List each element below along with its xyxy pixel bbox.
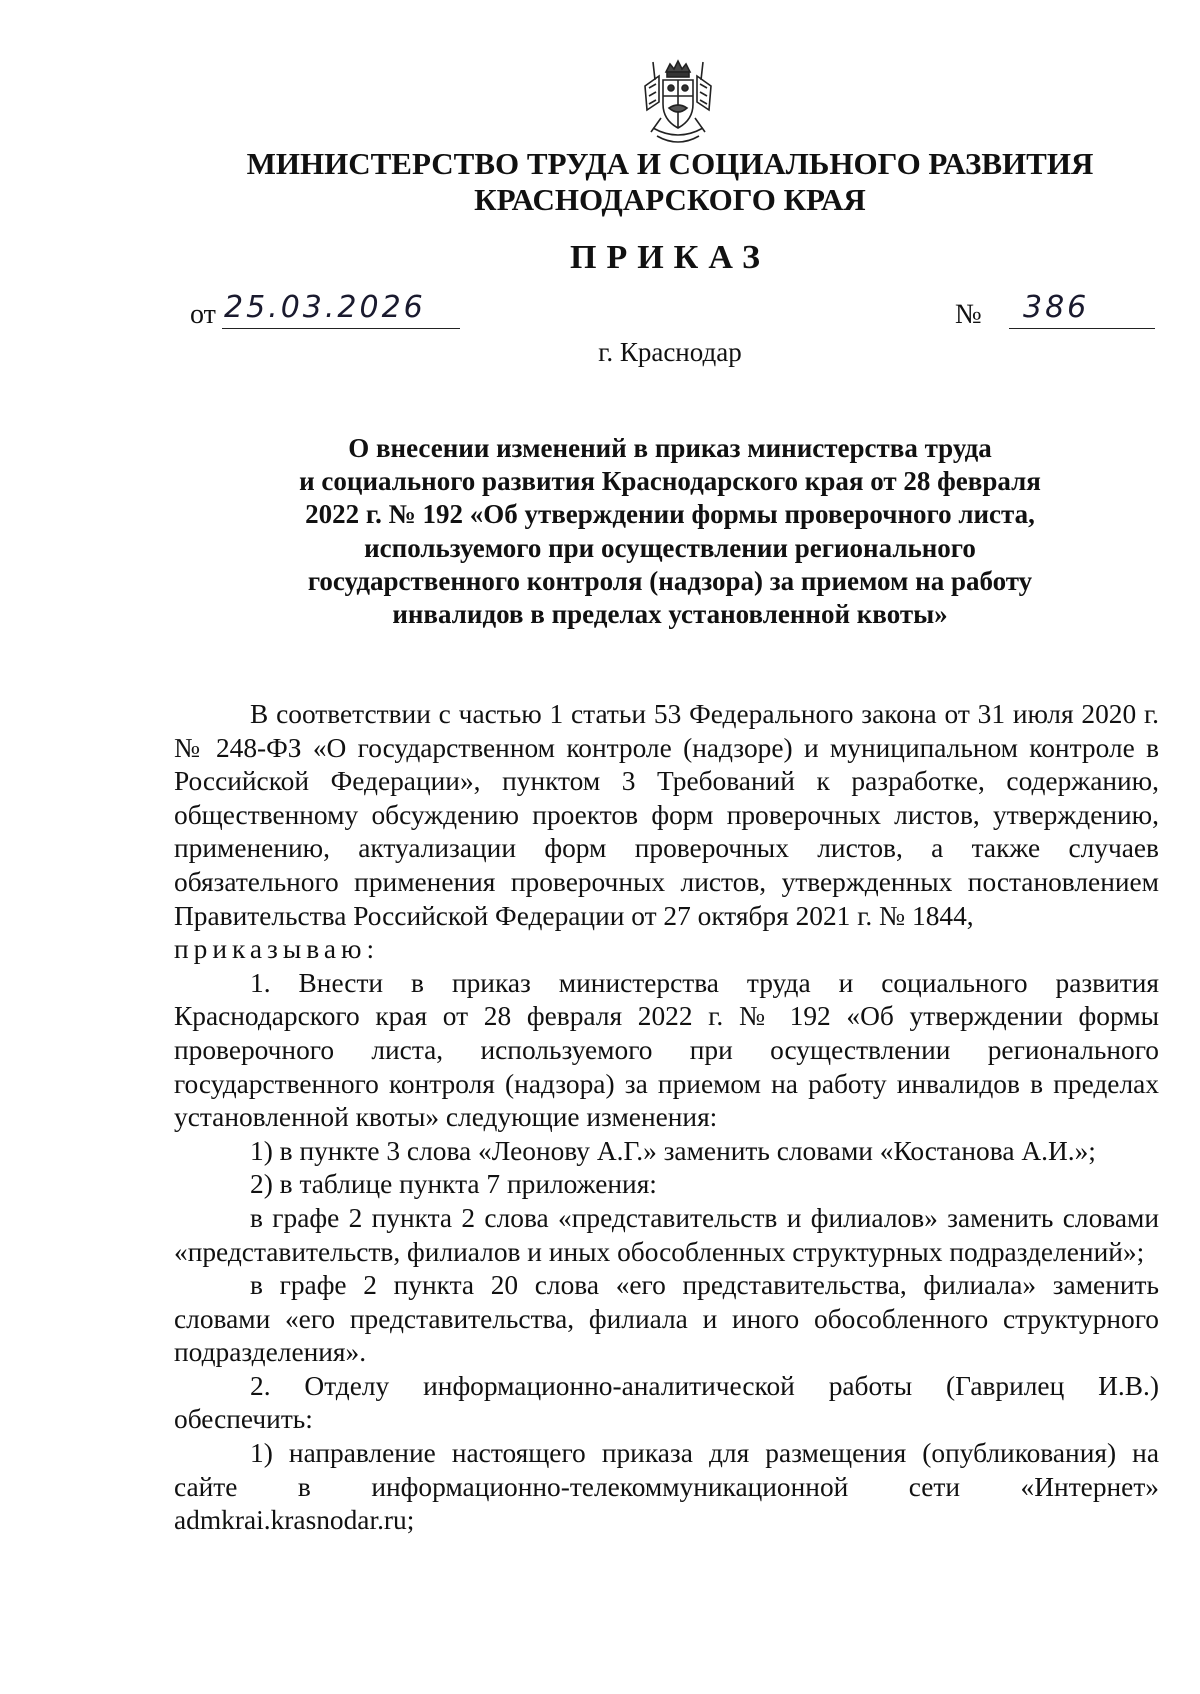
order-body <box>174 698 1159 1538</box>
subject-line: 2022 г. № 192 «Об утверждении формы проверочного листа, <box>305 499 1035 530</box>
number-field <box>955 290 1155 335</box>
subject-line: государственного контроля (надзора) за приемом на работу <box>307 565 1033 596</box>
item-1-2-paragraph: 2) в таблице пункта 7 приложения: <box>250 1169 657 1200</box>
number-prefix: № <box>955 299 982 330</box>
date-prefix: от <box>190 299 216 330</box>
subject-line: и социального развития Краснодарского края от 28 февраля <box>299 466 1041 497</box>
item-1-2a-paragraph: в графе 2 пункта 2 слова «представительств и филиалов» заменить словами «представительств, филиалов и иных обособленных структурных подразделений»; <box>174 1202 1159 1267</box>
date-field <box>190 290 460 335</box>
order-subject <box>255 432 1085 631</box>
item-2-paragraph: 2. Отделу информационно-аналитической работы (Гаврилец И.В.) обеспечить: <box>174 1370 1159 1435</box>
subject-line: О внесении изменений в приказ министерства труда <box>348 433 992 463</box>
document-type-title: ПРИКАЗ <box>570 239 770 276</box>
number-underline <box>1009 328 1155 329</box>
subject-line: используемого при осуществлении регионального <box>364 532 976 563</box>
preamble-paragraph: В соответствии с частью 1 статьи 53 Федерального закона от 31 июля 2020 г. № 248-ФЗ «О государственном контроле (надзоре) и муниципальном контроле в Российской Федерации», пунктом 3 Требований к разработке, содержанию, общественному обсуждению проектов форм проверочных листов, утверждению, применению, актуализации форм проверочных листов, а также случаев обязательного применения проверочных листов, утвержденных постановлением Правительства Российской Федерации от 27 октября 2021 г. № 1844, <box>174 699 1159 931</box>
item-1-2b-paragraph: в графе 2 пункта 20 слова «его представительства, филиала» заменить словами «его представительства, филиала и иного обособленного структурного подразделения». <box>174 1270 1159 1368</box>
order-word: приказываю: <box>174 934 380 965</box>
date-underline <box>222 328 460 329</box>
ministry-name-line2: КРАСНОДАРСКОГО КРАЯ <box>474 182 866 217</box>
ministry-name <box>150 146 1190 218</box>
handwritten-number: 386 <box>1023 290 1090 325</box>
ministry-name-line1: МИНИСТЕРСТВО ТРУДА И СОЦИАЛЬНОГО РАЗВИТИЯ <box>246 146 1094 181</box>
item-2-1-paragraph: 1) направление настоящего приказа для размещения (опубликования) на сайте в информационно-телекоммуникационной сети «Интернет» admkrai.krasnodar.ru; <box>174 1438 1159 1536</box>
item-1-1-paragraph: 1) в пункте 3 слова «Леонову А.Г.» заменить словами «Костанова А.И.»; <box>250 1135 1096 1166</box>
coat-of-arms-emblem <box>639 58 717 150</box>
item-1-paragraph: 1. Внести в приказ министерства труда и социального развития Краснодарского края от 28 февраля 2022 г. № 192 «Об утверждении формы проверочного листа, используемого при осуществлении регионального государственного контроля (надзора) за приемом на работу инвалидов в пределах установленной квоты» следующие изменения: <box>174 967 1159 1133</box>
subject-line: инвалидов в пределах установленной квоты» <box>392 599 948 630</box>
city-label: г. Краснодар <box>598 337 742 367</box>
handwritten-date: 25.03.2026 <box>224 290 426 325</box>
